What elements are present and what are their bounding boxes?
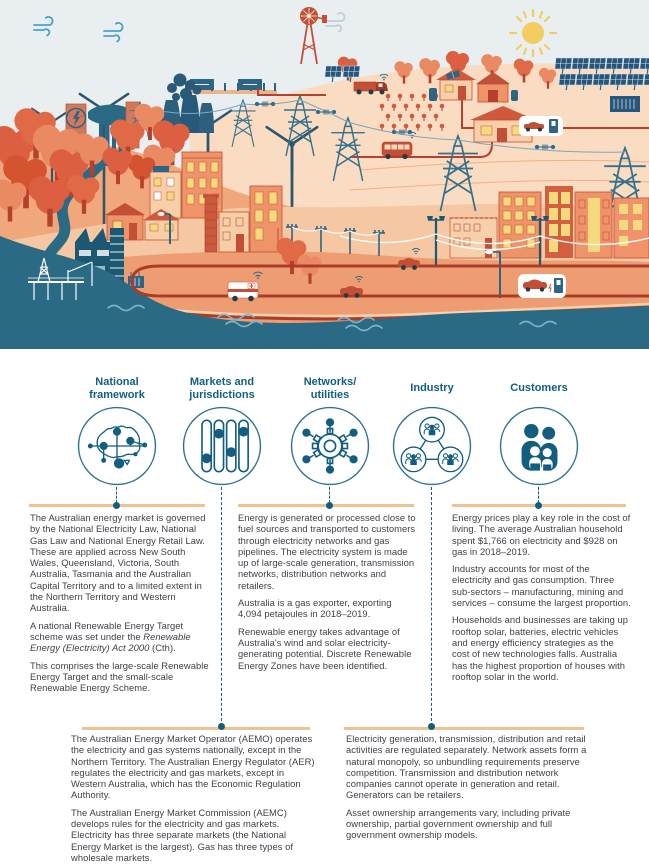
paragraph: This comprises the large-scale Renewable Energy Target and the small-scale Renewable Energy Scheme. bbox=[30, 659, 209, 694]
text-segment: (Cth). bbox=[149, 642, 176, 654]
header-line: Customers bbox=[510, 382, 568, 394]
paragraph: Renewable energy takes advantage of Australia's wind and solar electricity-generating potential. Discrete Renewable Energy Zones have been identified. bbox=[238, 625, 412, 671]
header-line: National bbox=[95, 376, 139, 388]
connector-dot bbox=[535, 502, 542, 509]
connector-industry bbox=[431, 487, 432, 726]
text-block-industry bbox=[346, 733, 592, 841]
column-header-national-framework bbox=[61, 376, 173, 401]
paragraph: Households and businesses are taking up rooftop solar, batteries, electric vehicles and energy efficiency strategies as the cost of new technologies falls. Australia has the highest proportion of houses with rooftop solar in the world. bbox=[452, 614, 629, 682]
ev-charging-station bbox=[518, 274, 566, 298]
text-block-customers bbox=[452, 512, 631, 682]
header-line: jurisdictions bbox=[189, 388, 255, 401]
divider-markets bbox=[82, 727, 310, 730]
paragraph: Industry accounts for most of the electricity and gas consumption. Three sub-sectors – manufacturing, mining and services – consume the largest proportion. bbox=[452, 563, 631, 609]
header-line: framework bbox=[89, 388, 145, 401]
connector-customers bbox=[538, 487, 539, 503]
connector-national bbox=[116, 487, 117, 503]
paragraph: Australia is a gas exporter, exporting 4,094 petajoules in 2018–2019. bbox=[238, 597, 392, 620]
connector-dot bbox=[428, 723, 435, 730]
ev-charging-station-rural bbox=[519, 116, 563, 136]
gear-network-icon bbox=[290, 406, 370, 486]
connected-groups-icon bbox=[392, 406, 472, 486]
column-header-networks-utilities bbox=[274, 376, 386, 401]
paragraph bbox=[30, 620, 209, 654]
act-title-italic: Renewable Energy (Electricity) Act 2000 bbox=[30, 630, 191, 654]
column-header-industry bbox=[376, 376, 488, 395]
sun-icon bbox=[510, 10, 556, 56]
connector-dot bbox=[326, 502, 333, 509]
connector-dot bbox=[113, 502, 120, 509]
connector-networks bbox=[329, 487, 330, 503]
text-block-networks-utilities bbox=[238, 512, 417, 671]
column-header-markets-jurisdictions bbox=[166, 376, 278, 401]
family-icon bbox=[499, 406, 579, 486]
text-block-markets-jurisdictions bbox=[71, 733, 317, 863]
paragraph: The Australian Energy Market Operator (AEMO) operates the electricity and gas systems nationally, except in the Northern Territory. The Australian Energy Regulator (AER) regulates the electricity and gas markets, except in Western Australia, which has the Economic Regulation Authority. bbox=[71, 733, 315, 801]
header-line: Industry bbox=[410, 382, 454, 394]
divider-industry bbox=[344, 727, 584, 730]
energy-landscape-illustration bbox=[0, 0, 649, 349]
header-line: Networks/ bbox=[303, 376, 357, 388]
paragraph: Asset ownership arrangements vary, including private ownership, partial government ownership and full government ownership models. bbox=[346, 806, 571, 841]
paragraph: Electricity generation, transmission, distribution and retail activities are regulated separately. Network assets form a natural monopoly, so unbundling requirements preserve competition. Transmission and distribution network companies cannot operate in generation and retail. Generators can be retailers. bbox=[346, 733, 587, 801]
text-segment: A national Renewable Energy Target scheme was set under the bbox=[30, 619, 184, 642]
header-line: Markets and bbox=[189, 376, 255, 388]
header-line: utilities bbox=[310, 388, 350, 401]
paragraph: The Australian energy market is governed by the National Electricity Law, National Gas Law and National Energy Retail Law. These are applied across New South Wales, Queensland, Victoria, South Australia, Tasmania and the Australian Capital Territory and to a limited extent in the Northern Territory and Western Australia. bbox=[30, 512, 206, 614]
text-block-national-framework bbox=[30, 512, 209, 693]
connector-dot bbox=[218, 723, 225, 730]
paragraph: Energy is generated or processed close to fuel sources and transported to customers through electricity networks and gas pipelines. The electricity system is made up of large-scale generation, transmission networks, distribution networks and retailers. bbox=[238, 512, 416, 591]
paragraph: The Australian Energy Market Commission (AEMC) develops rules for the electricity and gas markets. Electricity has three separate markets (the National Energy Market is the largest). Gas has three types of wholesale markets. bbox=[71, 806, 294, 863]
paragraph: Energy prices play a key role in the cost of living. The average Australian household spent $1,766 on electricity and $928 on gas in 2018–2019. bbox=[452, 512, 631, 557]
australia-network-icon bbox=[77, 406, 157, 486]
connector-markets bbox=[221, 487, 222, 726]
column-header-customers bbox=[483, 376, 595, 395]
sliders-icon bbox=[182, 406, 262, 486]
